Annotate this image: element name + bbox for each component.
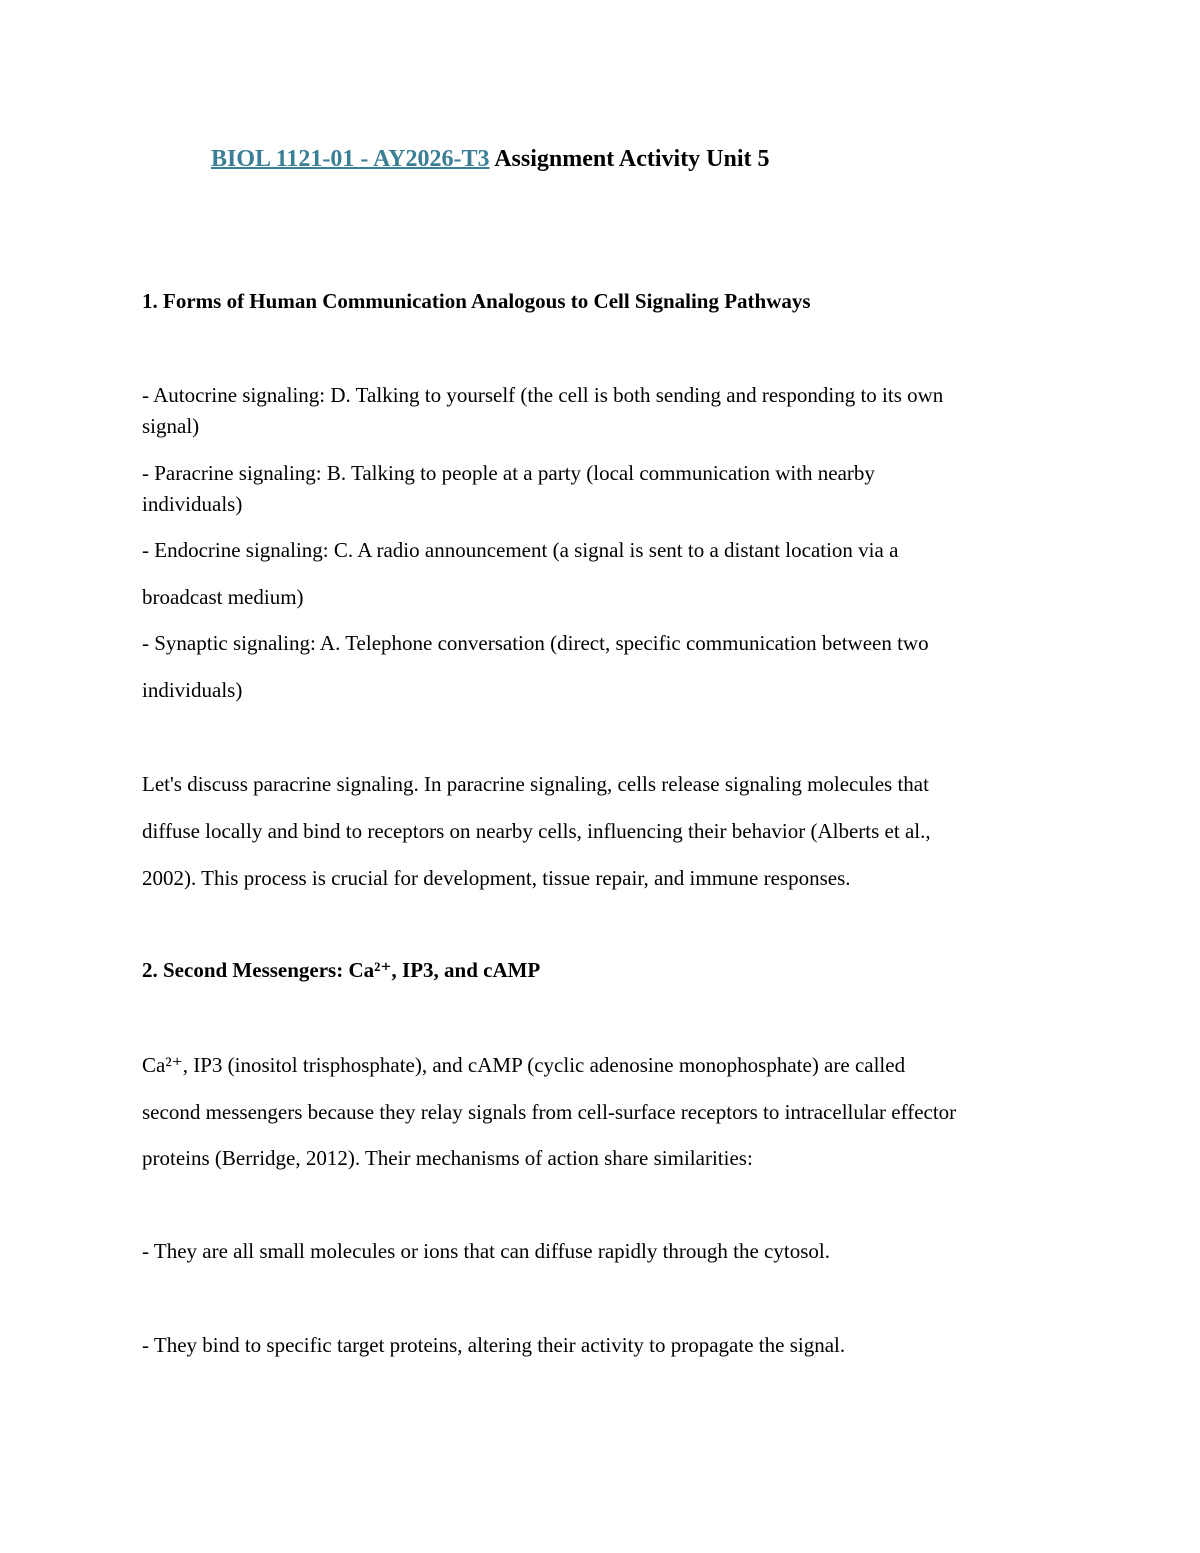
- similarity-bullet-1: - They are all small molecules or ions that can diffuse rapidly through the cytosol.: [142, 1239, 830, 1263]
- endocrine-line-1: - Endocrine signaling: C. A radio announcement (a signal is sent to a distant location via a: [142, 538, 899, 562]
- autocrine-line-2: signal): [142, 414, 200, 438]
- synaptic-line-2: individuals): [142, 678, 243, 702]
- autocrine-line-1: - Autocrine signaling: D. Talking to yourself (the cell is both sending and responding to its own: [142, 383, 944, 407]
- document-title: [211, 142, 770, 176]
- section-2-heading: 2. Second Messengers: Ca²⁺, IP3, and cAMP: [142, 958, 541, 982]
- paracrine-line-2: individuals): [142, 492, 243, 516]
- title-text: Assignment Activity Unit 5: [494, 146, 770, 172]
- messengers-paragraph-line-1: Ca²⁺, IP3 (inositol trisphosphate), and cAMP (cyclic adenosine monophosphate) are called: [142, 1053, 906, 1077]
- messengers-paragraph-line-3: proteins (Berridge, 2012). Their mechanisms of action share similarities:: [142, 1146, 753, 1170]
- paracrine-paragraph-line-1: Let's discuss paracrine signaling. In paracrine signaling, cells release signaling molecules that: [142, 772, 929, 796]
- section-1-heading: 1. Forms of Human Communication Analogous to Cell Signaling Pathways: [142, 289, 811, 313]
- paracrine-paragraph-line-3: 2002). This process is crucial for development, tissue repair, and immune responses.: [142, 866, 851, 890]
- paracrine-line-1: - Paracrine signaling: B. Talking to people at a party (local communication with nearby: [142, 461, 875, 485]
- messengers-paragraph-line-2: second messengers because they relay signals from cell-surface receptors to intracellular effector: [142, 1100, 957, 1124]
- similarity-bullet-2: - They bind to specific target proteins, altering their activity to propagate the signal.: [142, 1333, 846, 1357]
- endocrine-line-2: broadcast medium): [142, 585, 304, 609]
- synaptic-line-1: - Synaptic signaling: A. Telephone conversation (direct, specific communication between two: [142, 631, 929, 655]
- paracrine-paragraph-line-2: diffuse locally and bind to receptors on nearby cells, influencing their behavior (Alberts et al.,: [142, 819, 931, 843]
- course-link[interactable]: BIOL 1121-01 - AY2026-T3: [211, 146, 490, 172]
